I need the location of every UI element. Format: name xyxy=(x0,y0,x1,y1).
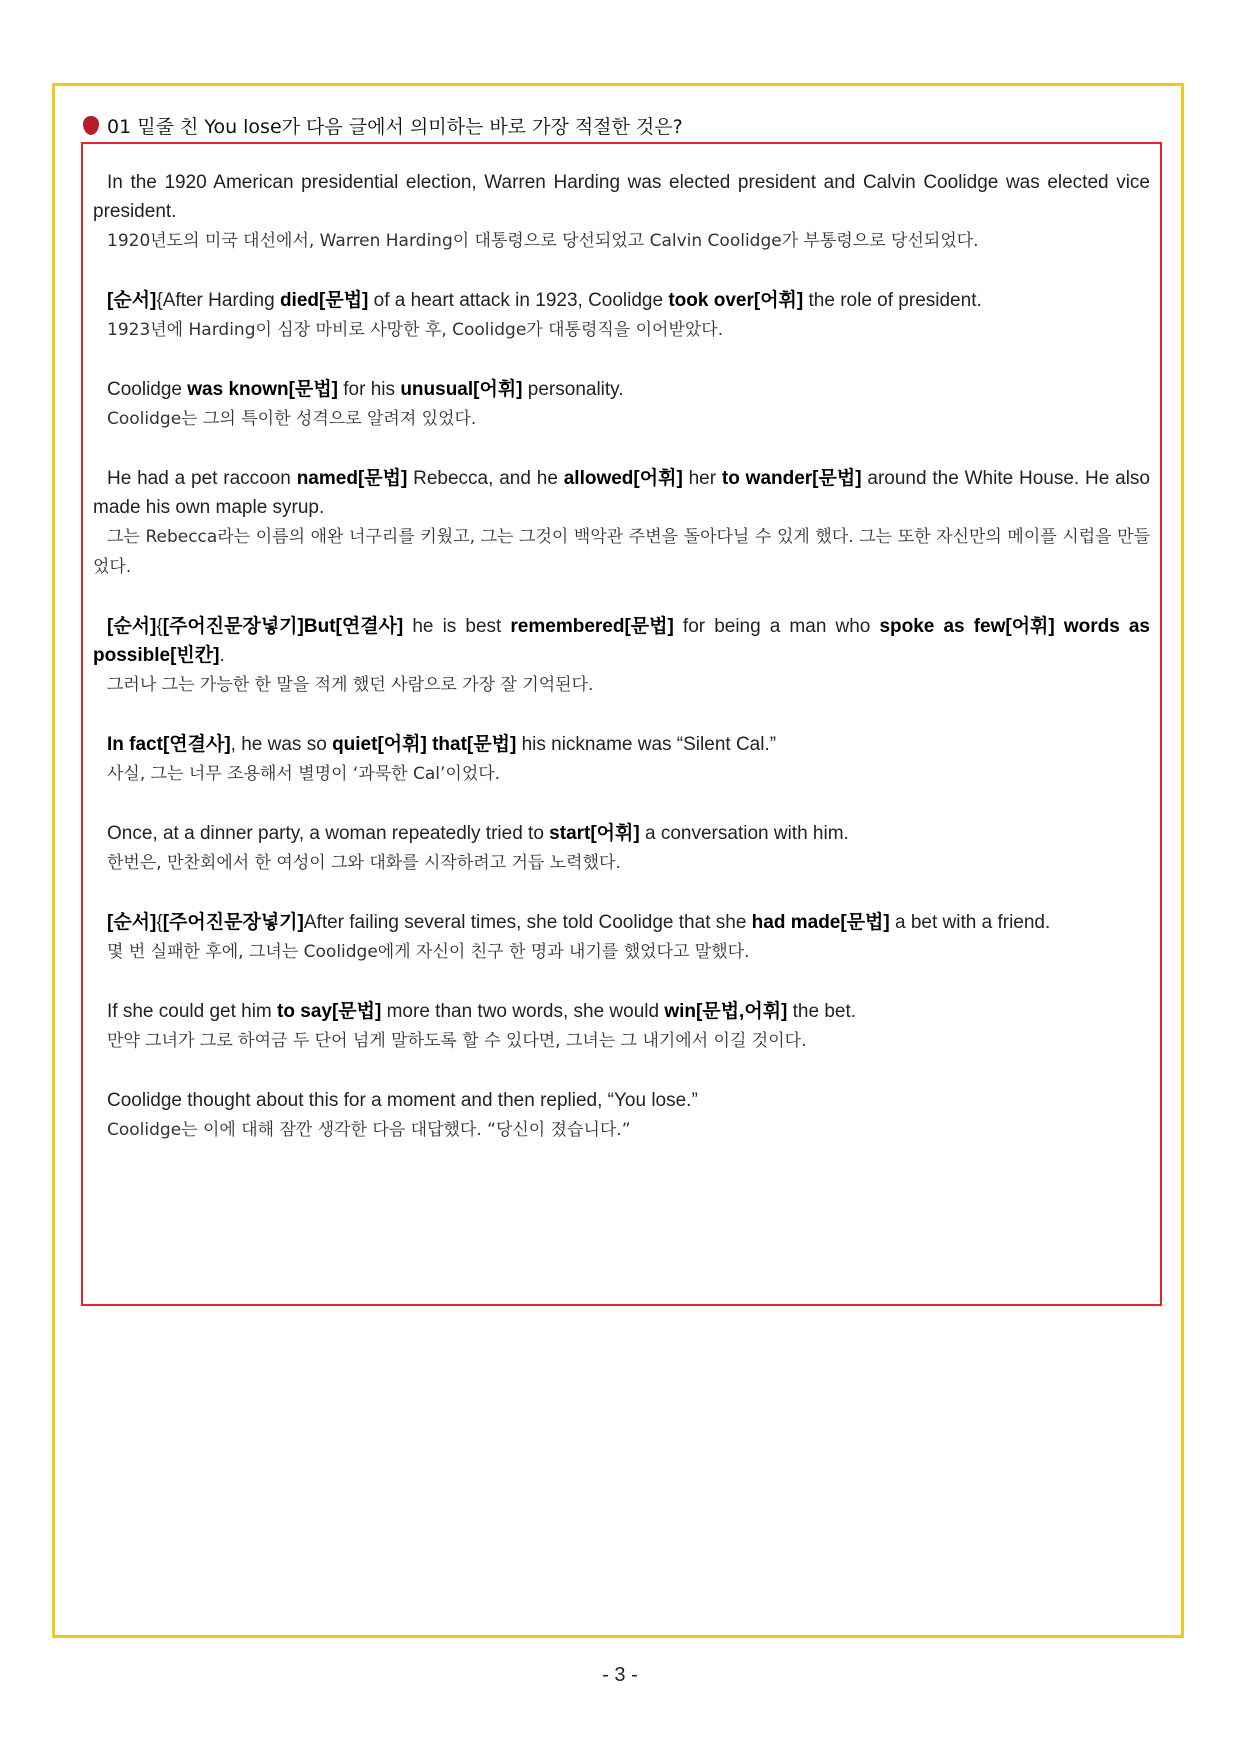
sentence-text: a conversation with him. xyxy=(639,823,849,844)
paragraph xyxy=(93,1086,1150,1145)
sentence-text: a bet with a friend. xyxy=(889,912,1051,933)
korean-translation: Coolidge는 그의 특이한 성격으로 알려져 있었다. xyxy=(107,409,477,429)
annotated-phrase: win[문법,어휘] xyxy=(664,1001,788,1022)
paragraph xyxy=(93,908,1150,967)
paragraph xyxy=(93,168,1150,256)
english-sentence xyxy=(93,819,1150,848)
korean-translation: 만약 그녀가 그로 하여금 두 단어 넘게 말하도록 할 수 있다면, 그녀는 그 내기에서 이길 것이다. xyxy=(107,1031,807,1051)
sentence-text: If she could get him xyxy=(107,1001,278,1022)
english-sentence xyxy=(93,464,1150,522)
english-sentence xyxy=(93,730,1150,759)
paragraph xyxy=(93,997,1150,1056)
sentence-text: personality. xyxy=(522,379,624,400)
sentence-text: Once, at a dinner party, a woman repeatedly tried to xyxy=(107,823,550,844)
annotated-phrase: [순서] xyxy=(107,290,157,311)
annotated-phrase: allowed[어휘] xyxy=(563,468,683,489)
sentence-text: his nickname was “Silent Cal.” xyxy=(516,734,777,755)
paragraph xyxy=(93,819,1150,878)
english-sentence xyxy=(93,612,1150,670)
annotated-phrase: that[문법] xyxy=(432,734,517,755)
annotated-phrase: died[문법] xyxy=(279,290,369,311)
question-text: 01 밑줄 친 You lose가 다음 글에서 의미하는 바로 가장 적절한 것은? xyxy=(107,116,683,138)
korean-translation: 1923년에 Harding이 심장 마비로 사망한 후, Coolidge가 대통령직을 이어받았다. xyxy=(107,320,724,340)
annotated-phrase: spoke as few[어휘] words as possible[빈칸] xyxy=(93,616,1150,666)
annotated-phrase: remembered[문법] xyxy=(510,616,674,637)
paragraph xyxy=(93,730,1150,789)
english-sentence xyxy=(93,168,1150,226)
passage-box xyxy=(81,142,1162,1306)
sentence-text: . xyxy=(219,645,225,666)
annotated-phrase: named[문법] xyxy=(296,468,408,489)
korean-translation: 1920년도의 미국 대선에서, Warren Harding이 대통령으로 당선되었고 Calvin Coolidge가 부통령으로 당선되었다. xyxy=(107,231,979,251)
paragraph xyxy=(93,464,1150,582)
annotated-phrase: quiet[어휘] xyxy=(332,734,427,755)
english-sentence xyxy=(93,997,1150,1026)
korean-translation: 그러나 그는 가능한 한 말을 적게 했던 사람으로 가장 잘 기억된다. xyxy=(107,675,594,695)
korean-translation: 그는 Rebecca라는 이름의 애완 너구리를 키웠고, 그는 그것이 백악관 주변을 돌아다닐 수 있게 했다. 그는 또한 자신만의 메이플 시럽을 만들었다. xyxy=(93,527,1150,577)
sentence-text: Coolidge xyxy=(107,379,188,400)
annotated-phrase: was known[문법] xyxy=(187,379,338,400)
sentence-text: After failing several times, she told Coolidge that she xyxy=(303,912,752,933)
sentence-text: more than two words, she would xyxy=(381,1001,665,1022)
strawberry-bullet-icon xyxy=(83,116,99,135)
annotated-phrase: [순서] xyxy=(107,616,157,637)
annotated-phrase: to wander[문법] xyxy=(721,468,862,489)
annotated-phrase: had made[문법] xyxy=(751,912,890,933)
page-number: - 3 - xyxy=(602,1664,638,1686)
annotated-phrase: [주어진문장넣기]But[연결사] xyxy=(162,616,404,637)
sentence-text: he is best xyxy=(403,616,511,637)
paragraph xyxy=(93,375,1150,434)
sentence-text: {After Harding xyxy=(156,290,280,311)
korean-translation: 한번은, 만찬회에서 한 여성이 그와 대화를 시작하려고 거듭 노력했다. xyxy=(107,853,621,873)
annotated-phrase: start[어휘] xyxy=(549,823,640,844)
question-header xyxy=(83,112,683,139)
sentence-text: { xyxy=(156,912,163,933)
sentence-text: her xyxy=(682,468,722,489)
korean-translation: 몇 번 실패한 후에, 그녀는 Coolidge에게 자신이 친구 한 명과 내기를 했었다고 말했다. xyxy=(107,942,750,962)
english-sentence xyxy=(93,908,1150,937)
english-sentence xyxy=(93,375,1150,404)
annotated-phrase: unusual[어휘] xyxy=(400,379,523,400)
english-sentence xyxy=(93,286,1150,315)
sentence-text: the bet. xyxy=(787,1001,857,1022)
korean-translation: Coolidge는 이에 대해 잠깐 생각한 다음 대답했다. “당신이 졌습니다.” xyxy=(107,1120,631,1140)
annotated-phrase: In fact[연결사] xyxy=(107,734,231,755)
sentence-text: In the 1920 American presidential election, Warren Harding was elected president and Calvin Coolidge was elected vice president. xyxy=(93,172,1150,222)
sentence-text: Coolidge thought about this for a moment and then replied, “You lose.” xyxy=(107,1090,698,1111)
annotated-phrase: to say[문법] xyxy=(277,1001,382,1022)
sentence-text: of a heart attack in 1923, Coolidge xyxy=(368,290,669,311)
paragraph xyxy=(93,612,1150,700)
paragraph xyxy=(93,286,1150,345)
sentence-text: Rebecca, and he xyxy=(407,468,564,489)
sentence-text: , he was so xyxy=(230,734,333,755)
annotated-phrase: [순서] xyxy=(107,912,157,933)
sentence-text: He had a pet raccoon xyxy=(107,468,297,489)
annotated-phrase: took over[어휘] xyxy=(668,290,804,311)
english-sentence xyxy=(93,1086,1150,1115)
korean-translation: 사실, 그는 너무 조용해서 별명이 ‘과묵한 Cal’이었다. xyxy=(107,764,501,784)
annotated-phrase: [주어진문장넣기] xyxy=(162,912,304,933)
sentence-text: the role of president. xyxy=(803,290,982,311)
sentence-text: for being a man who xyxy=(673,616,880,637)
sentence-text: { xyxy=(156,616,163,637)
sentence-text: for his xyxy=(338,379,401,400)
sentence-text: around the White House. He also made his own maple syrup. xyxy=(93,468,1150,518)
